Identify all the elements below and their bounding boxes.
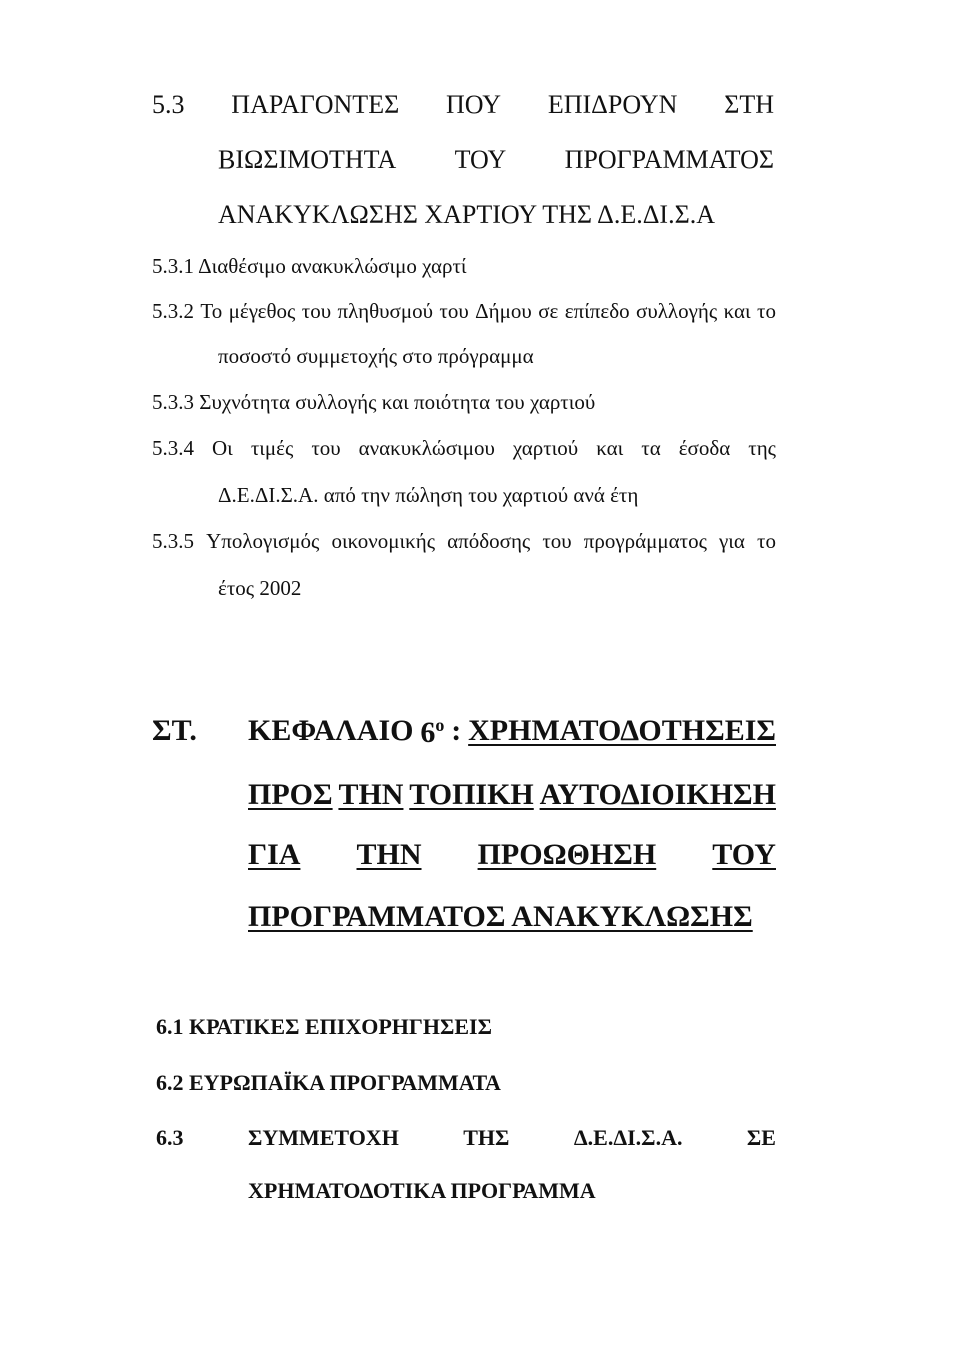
item-word: το (757, 299, 776, 323)
heading-word: ΣΤΗ (724, 90, 774, 119)
item-word: του (301, 299, 332, 323)
section-6-3-line1 (156, 1127, 776, 1149)
chapter-word: ΚΕΦΑΛΑΙΟ (248, 714, 414, 747)
chapter-word: ΤΟΥ (712, 838, 776, 871)
item-5-3-3: 5.3.3 Συχνότητα συλλογής και ποιότητα του χαρτιού (152, 390, 596, 414)
item-word: 5.3.4 (152, 436, 194, 460)
heading-word: ΠΡΟΓΡΑΜΜΑΤΟΣ (564, 145, 774, 174)
section-6-2: 6.2 ΕΥΡΩΠΑΪΚΑ ΠΡΟΓΡΑΜΜΑΤΑ (156, 1070, 501, 1095)
item-word: σε (538, 299, 559, 323)
chapter-word: ΤΗΝ (338, 778, 404, 811)
item-5-3-5-line1 (152, 531, 776, 552)
item-word: επίπεδο (564, 299, 630, 323)
chapter-6-heading-line3 (248, 840, 776, 870)
item-word: τα (641, 436, 661, 460)
item-word: απόδοσης (447, 529, 531, 553)
item-word: του (311, 436, 341, 460)
chapter-number: $6^o$ (420, 715, 445, 749)
item-5-3-4-line2: Δ.Ε.ΔΙ.Σ.Α. από την πώληση του χαρτιού ανά έτη (218, 483, 639, 507)
chapter-word: ΠΡΟΣ (248, 778, 333, 811)
item-5-3-5-line2: έτος 2002 (218, 576, 302, 600)
section-number: 5.3 (152, 90, 185, 119)
item-word: μέγεθος (228, 299, 296, 323)
item-word: Υπολογισμός (206, 529, 320, 553)
section-5-3-heading-line3: ΑΝΑΚΥΚΛΩΣΗΣ ΧΑΡΤΙΟΥ ΤΗΣ Δ.Ε.ΔΙ.Σ.Α (218, 200, 715, 229)
item-word: της (748, 436, 776, 460)
chapter-word: ΤΗΝ (356, 838, 422, 871)
section-5-3-heading-line2 (218, 147, 774, 173)
item-word: έσοδα (678, 436, 731, 460)
item-word: 5.3.5 (152, 529, 194, 553)
section-word: ΤΗΣ (463, 1125, 510, 1150)
item-5-3-2-line1 (152, 301, 776, 322)
chapter-word: ΓΙΑ (248, 838, 301, 871)
item-5-3-1: 5.3.1 Διαθέσιμο ανακυκλώσιμο χαρτί (152, 254, 467, 278)
chapter-6-heading-line1 (248, 716, 776, 748)
item-word: του (542, 529, 572, 553)
heading-word: ΠΟΥ (446, 90, 502, 119)
chapter-word: ΑΥΤΟΔΙΟΙΚΗΣΗ (539, 778, 776, 811)
chapter-word: ΤΟΠΙΚΗ (409, 778, 534, 811)
chapter-6-prefix: ΣΤ. (152, 714, 197, 747)
item-word: οικονομικής (331, 529, 436, 553)
section-6-3-line2: ΧΡΗΜΑΤΟΔΟΤΙΚΑ ΠΡΟΓΡΑΜΜΑ (248, 1178, 596, 1203)
section-word: Δ.Ε.ΔΙ.Σ.Α. (573, 1125, 683, 1150)
item-word: το (757, 529, 776, 553)
item-5-3-2-line2: ποσοστό συμμετοχής στο πρόγραμμα (218, 344, 534, 368)
section-word: ΣΥΜΜΕΤΟΧΗ (247, 1125, 399, 1150)
chapter-colon: : (451, 714, 462, 747)
section-6-1: 6.1 ΚΡΑΤΙΚΕΣ ΕΠΙΧΟΡΗΓΗΣΕΙΣ (156, 1014, 492, 1039)
chapter-word: ΧΡΗΜΑΤΟΔΟΤΗΣΕΙΣ (468, 714, 776, 747)
heading-word: ΕΠΙΔΡΟΥΝ (547, 90, 678, 119)
section-number: 6.3 (156, 1125, 184, 1150)
item-word: Δήμου (475, 299, 532, 323)
item-word: τιμές (250, 436, 294, 460)
chapter-6-heading-line4: ΠΡΟΓΡΑΜΜΑΤΟΣ ΑΝΑΚΥΚΛΩΣΗΣ (248, 900, 753, 933)
item-word: ανακυκλώσιμου (358, 436, 495, 460)
item-word: προγράμματος (583, 529, 707, 553)
item-word: του (439, 299, 469, 323)
item-5-3-4-line1 (152, 438, 776, 459)
chapter-6-heading-line2 (248, 780, 776, 810)
item-word: πληθυσμού (337, 299, 434, 323)
item-word: και (596, 436, 624, 460)
section-word: ΣΕ (746, 1125, 776, 1150)
item-word: Οι (212, 436, 233, 460)
item-word: για (719, 529, 745, 553)
item-word: χαρτιού (512, 436, 579, 460)
item-word: Το (200, 299, 223, 323)
heading-word: ΒΙΩΣΙΜΟΤΗΤΑ (218, 145, 397, 174)
item-word: συλλογής (636, 299, 718, 323)
ordinal-superscript: ο (435, 715, 445, 735)
heading-word: ΤΟΥ (454, 145, 507, 174)
heading-word: ΠΑΡΑΓΟΝΤΕΣ (231, 90, 400, 119)
item-word: και (723, 299, 751, 323)
section-5-3-heading-line1 (152, 92, 774, 118)
chapter-word: ΠΡΟΩΘΗΣΗ (477, 838, 657, 871)
item-word: 5.3.2 (152, 299, 194, 323)
